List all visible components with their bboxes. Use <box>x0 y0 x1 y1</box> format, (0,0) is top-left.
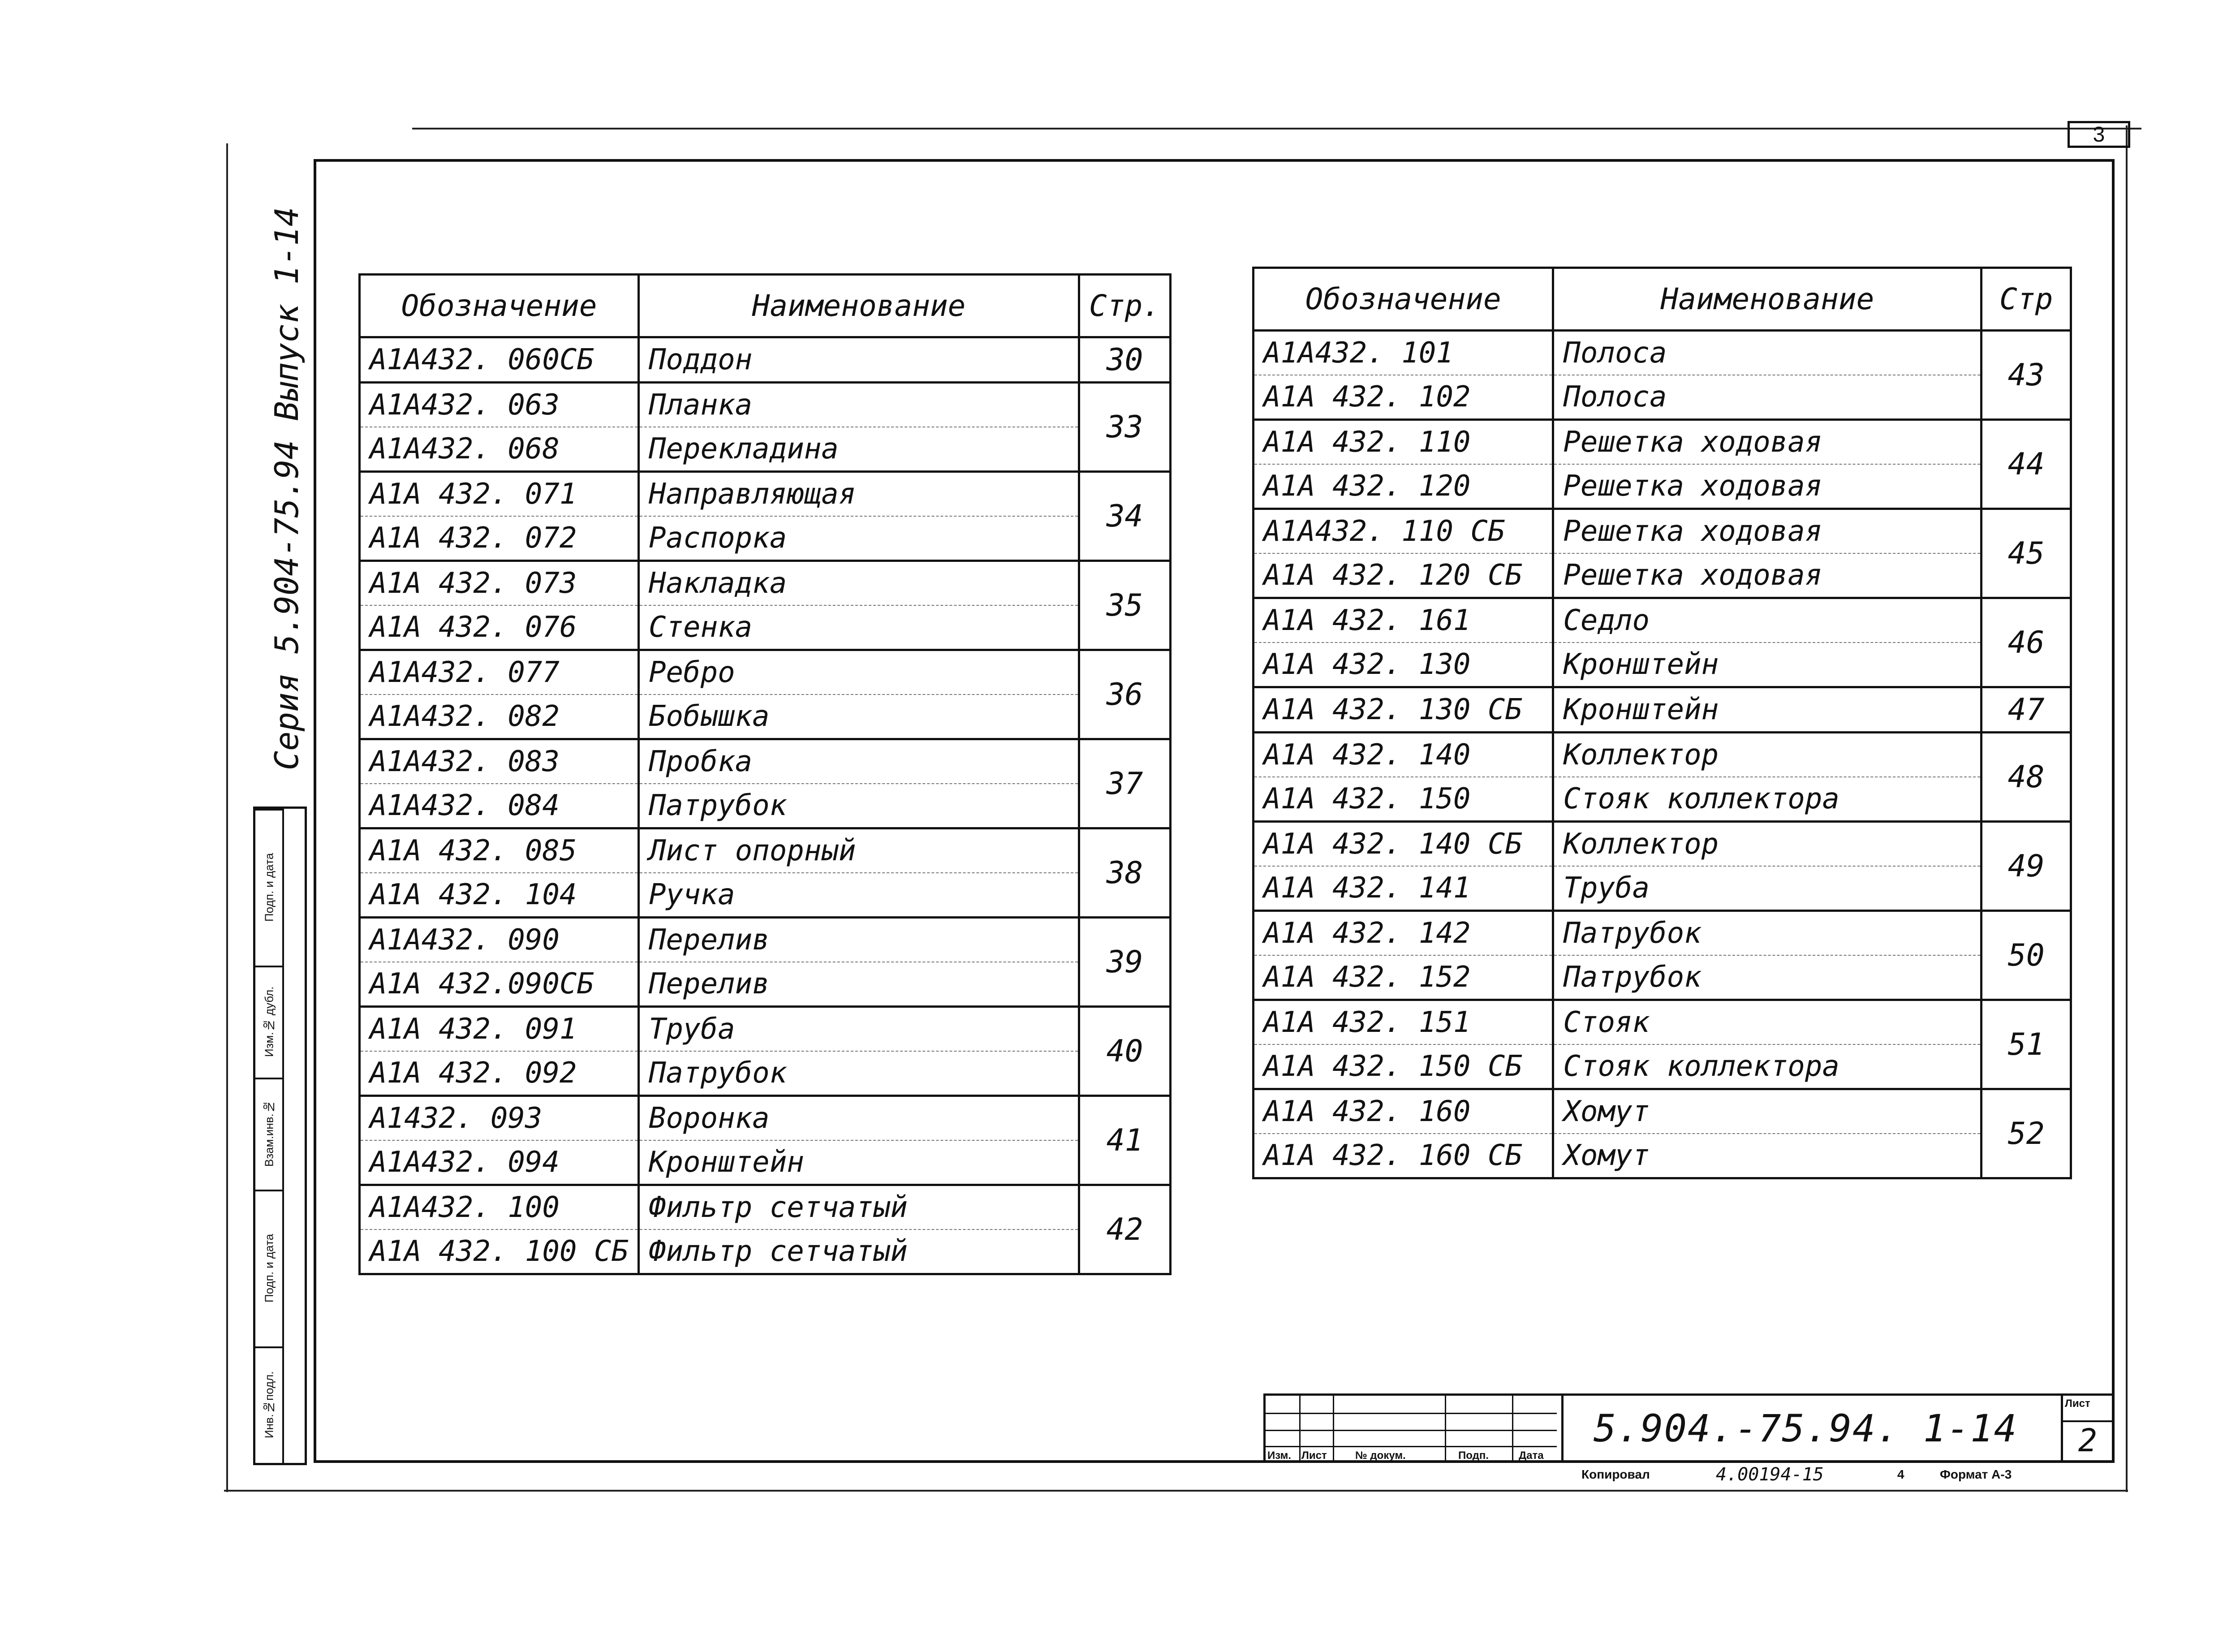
outer-frame-left <box>226 143 228 1492</box>
table-row <box>360 337 1171 383</box>
cell-name: Патрубок <box>1553 955 1982 1000</box>
cell-name: Бобышка <box>638 694 1079 739</box>
footer-order-number: 4.00194-15 <box>1716 1464 1824 1485</box>
table-row <box>1254 733 2071 777</box>
cell-name: Стояк <box>1553 1000 1982 1045</box>
table-row <box>360 1007 1171 1052</box>
cell-name: Ребро <box>638 650 1079 695</box>
cell-name: Фильтр сетчатый <box>638 1185 1079 1230</box>
cell-designation: А1А 432. 120 СБ <box>1254 553 1553 598</box>
table-row <box>1254 777 2071 822</box>
cell-designation: А1А 432. 085 <box>360 828 639 873</box>
title-block <box>1263 1393 2115 1463</box>
table-row <box>360 516 1171 561</box>
cell-page: 34 <box>1079 472 1171 561</box>
cell-designation: А1А 432. 091 <box>360 1007 639 1052</box>
table-row <box>360 1185 1171 1230</box>
sheet-box <box>2061 1396 2112 1461</box>
cell-page: 44 <box>1982 420 2071 509</box>
cell-name: Стояк коллектора <box>1553 1044 1982 1089</box>
table-row <box>1254 1044 2071 1089</box>
cell-designation: А1А432. 082 <box>360 694 639 739</box>
grid-line <box>1512 1396 1513 1461</box>
stub-label-orig-inv: Инв.№подл. <box>262 1371 276 1438</box>
cell-designation: А1А 432. 150 <box>1254 777 1553 822</box>
table-row <box>1254 955 2071 1000</box>
stub-label-replace-inv: Взам.инв.№ <box>262 1100 276 1167</box>
table-row <box>1254 687 2071 733</box>
cell-designation: А1А 432. 152 <box>1254 955 1553 1000</box>
table-row <box>1254 866 2071 911</box>
cell-name: Поддон <box>638 337 1079 383</box>
grid-line <box>1299 1396 1301 1461</box>
cell-page: 50 <box>1982 911 2071 1000</box>
stub-label-sign-date-2: Подп. и дата <box>262 1234 276 1303</box>
table-row <box>360 605 1171 650</box>
outer-frame-right <box>2126 125 2128 1492</box>
cell-name: Распорка <box>638 516 1079 561</box>
cell-page: 38 <box>1079 828 1171 918</box>
footer-format: Формат А-3 <box>1940 1467 2012 1481</box>
cell-designation: А1А432. 110 СБ <box>1254 509 1553 554</box>
cell-name: Коллектор <box>1553 822 1982 867</box>
cell-designation: А1А432. 068 <box>360 427 639 472</box>
stamp-label-doc-number: № докум. <box>1355 1449 1406 1462</box>
cell-name: Стенка <box>638 605 1079 650</box>
table-row <box>360 962 1171 1007</box>
cell-designation: А1А 432. 092 <box>360 1051 639 1096</box>
cell-name: Седло <box>1553 598 1982 643</box>
cell-name: Решетка ходовая <box>1553 509 1982 554</box>
cell-page: 39 <box>1079 918 1171 1007</box>
cell-designation: А1А 432. 140 СБ <box>1254 822 1553 867</box>
cell-page: 49 <box>1982 822 2071 911</box>
cell-name: Кронштейн <box>638 1140 1079 1185</box>
cell-designation: А1А 432. 140 <box>1254 733 1553 777</box>
table-row <box>360 1096 1171 1141</box>
cell-designation: А1А 432. 151 <box>1254 1000 1553 1045</box>
cell-designation: А1А 432. 150 СБ <box>1254 1044 1553 1089</box>
table-row <box>1254 464 2071 509</box>
stamp-label-sheet: Лист <box>1301 1449 1327 1462</box>
cell-designation: А1А 432. 130 СБ <box>1254 687 1553 733</box>
column-header-name: Наименование <box>1553 268 1982 331</box>
table-row <box>1254 553 2071 598</box>
cell-page: 37 <box>1079 739 1171 828</box>
cell-page: 48 <box>1982 733 2071 822</box>
column-header-designation: Обозначение <box>360 275 639 337</box>
table-row <box>360 784 1171 828</box>
table-row <box>360 427 1171 472</box>
cell-name: Решетка ходовая <box>1553 553 1982 598</box>
table-header-row <box>360 275 1171 337</box>
cell-page: 33 <box>1079 383 1171 472</box>
table-row <box>1254 509 2071 554</box>
cell-designation: А1А432. 100 <box>360 1185 639 1230</box>
footer-digit: 4 <box>1897 1467 1904 1481</box>
table-row <box>360 1051 1171 1096</box>
cell-designation: А1432. 093 <box>360 1096 639 1141</box>
cell-name: Хомут <box>1553 1089 1982 1134</box>
cell-designation: А1А432. 084 <box>360 784 639 828</box>
table-header-row <box>1254 268 2071 331</box>
outer-frame-top <box>412 128 2141 129</box>
cell-designation: А1А 432. 141 <box>1254 866 1553 911</box>
table-row <box>360 383 1171 427</box>
cell-page: 42 <box>1079 1185 1171 1274</box>
cell-page: 41 <box>1079 1096 1171 1185</box>
cell-designation: А1А 432. 072 <box>360 516 639 561</box>
table-row <box>360 918 1171 962</box>
stub-label-sign-date: Подп. и дата <box>262 853 276 922</box>
cell-designation: А1А 432.090СБ <box>360 962 639 1007</box>
cell-name: Лист опорный <box>638 828 1079 873</box>
table-row <box>360 561 1171 606</box>
sheet-label: Лист <box>2065 1398 2090 1410</box>
footer-copied: Копировал <box>1581 1467 1650 1481</box>
column-header-name: Наименование <box>638 275 1079 337</box>
cell-designation: А1А432. 060СБ <box>360 337 639 383</box>
cell-name: Коллектор <box>1553 733 1982 777</box>
table-row <box>1254 375 2071 420</box>
cell-page: 46 <box>1982 598 2071 687</box>
table-row <box>1254 598 2071 643</box>
cell-name: Хомут <box>1553 1134 1982 1178</box>
cell-name: Кронштейн <box>1553 687 1982 733</box>
revision-grid <box>1266 1396 1557 1461</box>
cell-name: Воронка <box>638 1096 1079 1141</box>
table-row <box>360 694 1171 739</box>
cell-page: 35 <box>1079 561 1171 650</box>
grid-line <box>1333 1396 1334 1461</box>
table-row <box>1254 420 2071 465</box>
table-row <box>1254 822 2071 867</box>
cell-name: Планка <box>638 383 1079 427</box>
cell-name: Труба <box>1553 866 1982 911</box>
cell-designation: А1А 432. 160 <box>1254 1089 1553 1134</box>
column-header-page: Стр <box>1982 268 2071 331</box>
cell-name: Пробка <box>638 739 1079 784</box>
cell-name: Патрубок <box>638 784 1079 828</box>
cell-name: Полоса <box>1553 375 1982 420</box>
cell-designation: А1А 432. 071 <box>360 472 639 517</box>
table-row <box>360 1140 1171 1185</box>
cell-name: Ручка <box>638 873 1079 918</box>
table-row <box>1254 643 2071 687</box>
cell-name: Стояк коллектора <box>1553 777 1982 822</box>
table-row <box>1254 1134 2071 1178</box>
cell-name: Патрубок <box>1553 911 1982 956</box>
column-header-designation: Обозначение <box>1254 268 1553 331</box>
cell-designation: А1А432. 077 <box>360 650 639 695</box>
cell-name: Накладка <box>638 561 1079 606</box>
cell-page: 45 <box>1982 509 2071 598</box>
cell-name: Патрубок <box>638 1051 1079 1096</box>
cell-name: Полоса <box>1553 331 1982 375</box>
table-row <box>360 650 1171 695</box>
cell-page: 47 <box>1982 687 2071 733</box>
cell-name: Перелив <box>638 918 1079 962</box>
table-row <box>1254 331 2071 375</box>
stamp-label-signature: Подп. <box>1458 1449 1489 1462</box>
cell-designation: А1А 432. 120 <box>1254 464 1553 509</box>
cell-designation: А1А 432. 100 СБ <box>360 1229 639 1274</box>
table-row <box>1254 1000 2071 1045</box>
cell-name: Труба <box>638 1007 1079 1052</box>
cell-name: Перелив <box>638 962 1079 1007</box>
sheet-number: 2 <box>2063 1420 2112 1459</box>
cell-designation: А1А 432. 130 <box>1254 643 1553 687</box>
sheet-corner-number: 3 <box>2068 121 2130 148</box>
cell-designation: А1А 432. 104 <box>360 873 639 918</box>
cell-name: Фильтр сетчатый <box>638 1229 1079 1274</box>
cell-page: 36 <box>1079 650 1171 739</box>
stamp-label-date: Дата <box>1519 1449 1544 1462</box>
cell-designation: А1А432. 101 <box>1254 331 1553 375</box>
stub-label-dup-inv: Изм.№ дубл. <box>262 986 276 1057</box>
contents-table-right <box>1252 267 2072 1179</box>
stub-divider <box>282 809 284 1463</box>
cell-designation: А1А 432. 073 <box>360 561 639 606</box>
cell-designation: А1А 432. 142 <box>1254 911 1553 956</box>
table-row <box>360 472 1171 517</box>
cell-page: 51 <box>1982 1000 2071 1089</box>
table-row <box>1254 1089 2071 1134</box>
table-row <box>360 828 1171 873</box>
cell-name: Перекладина <box>638 427 1079 472</box>
cell-name: Кронштейн <box>1553 643 1982 687</box>
cell-designation: А1А 432. 076 <box>360 605 639 650</box>
cell-designation: А1А 432. 102 <box>1254 375 1553 420</box>
cell-designation: А1А432. 063 <box>360 383 639 427</box>
table-row <box>360 1229 1171 1274</box>
series-title: Серия 5.904-75.94 Выпуск 1-14 <box>268 207 306 770</box>
grid-line <box>1445 1396 1446 1461</box>
outer-frame-bottom <box>224 1490 2128 1492</box>
cell-name: Направляющая <box>638 472 1079 517</box>
column-header-page: Стр. <box>1079 275 1171 337</box>
cell-page: 52 <box>1982 1089 2071 1178</box>
cell-page: 40 <box>1079 1007 1171 1096</box>
cell-name: Решетка ходовая <box>1553 420 1982 465</box>
cell-designation: А1А432. 094 <box>360 1140 639 1185</box>
cell-page: 30 <box>1079 337 1171 383</box>
table-row <box>360 739 1171 784</box>
cell-designation: А1А 432. 161 <box>1254 598 1553 643</box>
cell-page: 43 <box>1982 331 2071 420</box>
document-code: 5.904.-75.94. 1-14 <box>1561 1396 2047 1461</box>
table-row <box>360 873 1171 918</box>
cell-designation: А1А432. 083 <box>360 739 639 784</box>
cell-designation: А1А 432. 160 СБ <box>1254 1134 1553 1178</box>
cell-designation: А1А 432. 110 <box>1254 420 1553 465</box>
contents-table-left <box>358 273 1172 1275</box>
binding-stub <box>253 807 307 1465</box>
table-row <box>1254 911 2071 956</box>
cell-designation: А1А432. 090 <box>360 918 639 962</box>
stamp-label-change: Изм. <box>1267 1449 1292 1462</box>
cell-name: Решетка ходовая <box>1553 464 1982 509</box>
